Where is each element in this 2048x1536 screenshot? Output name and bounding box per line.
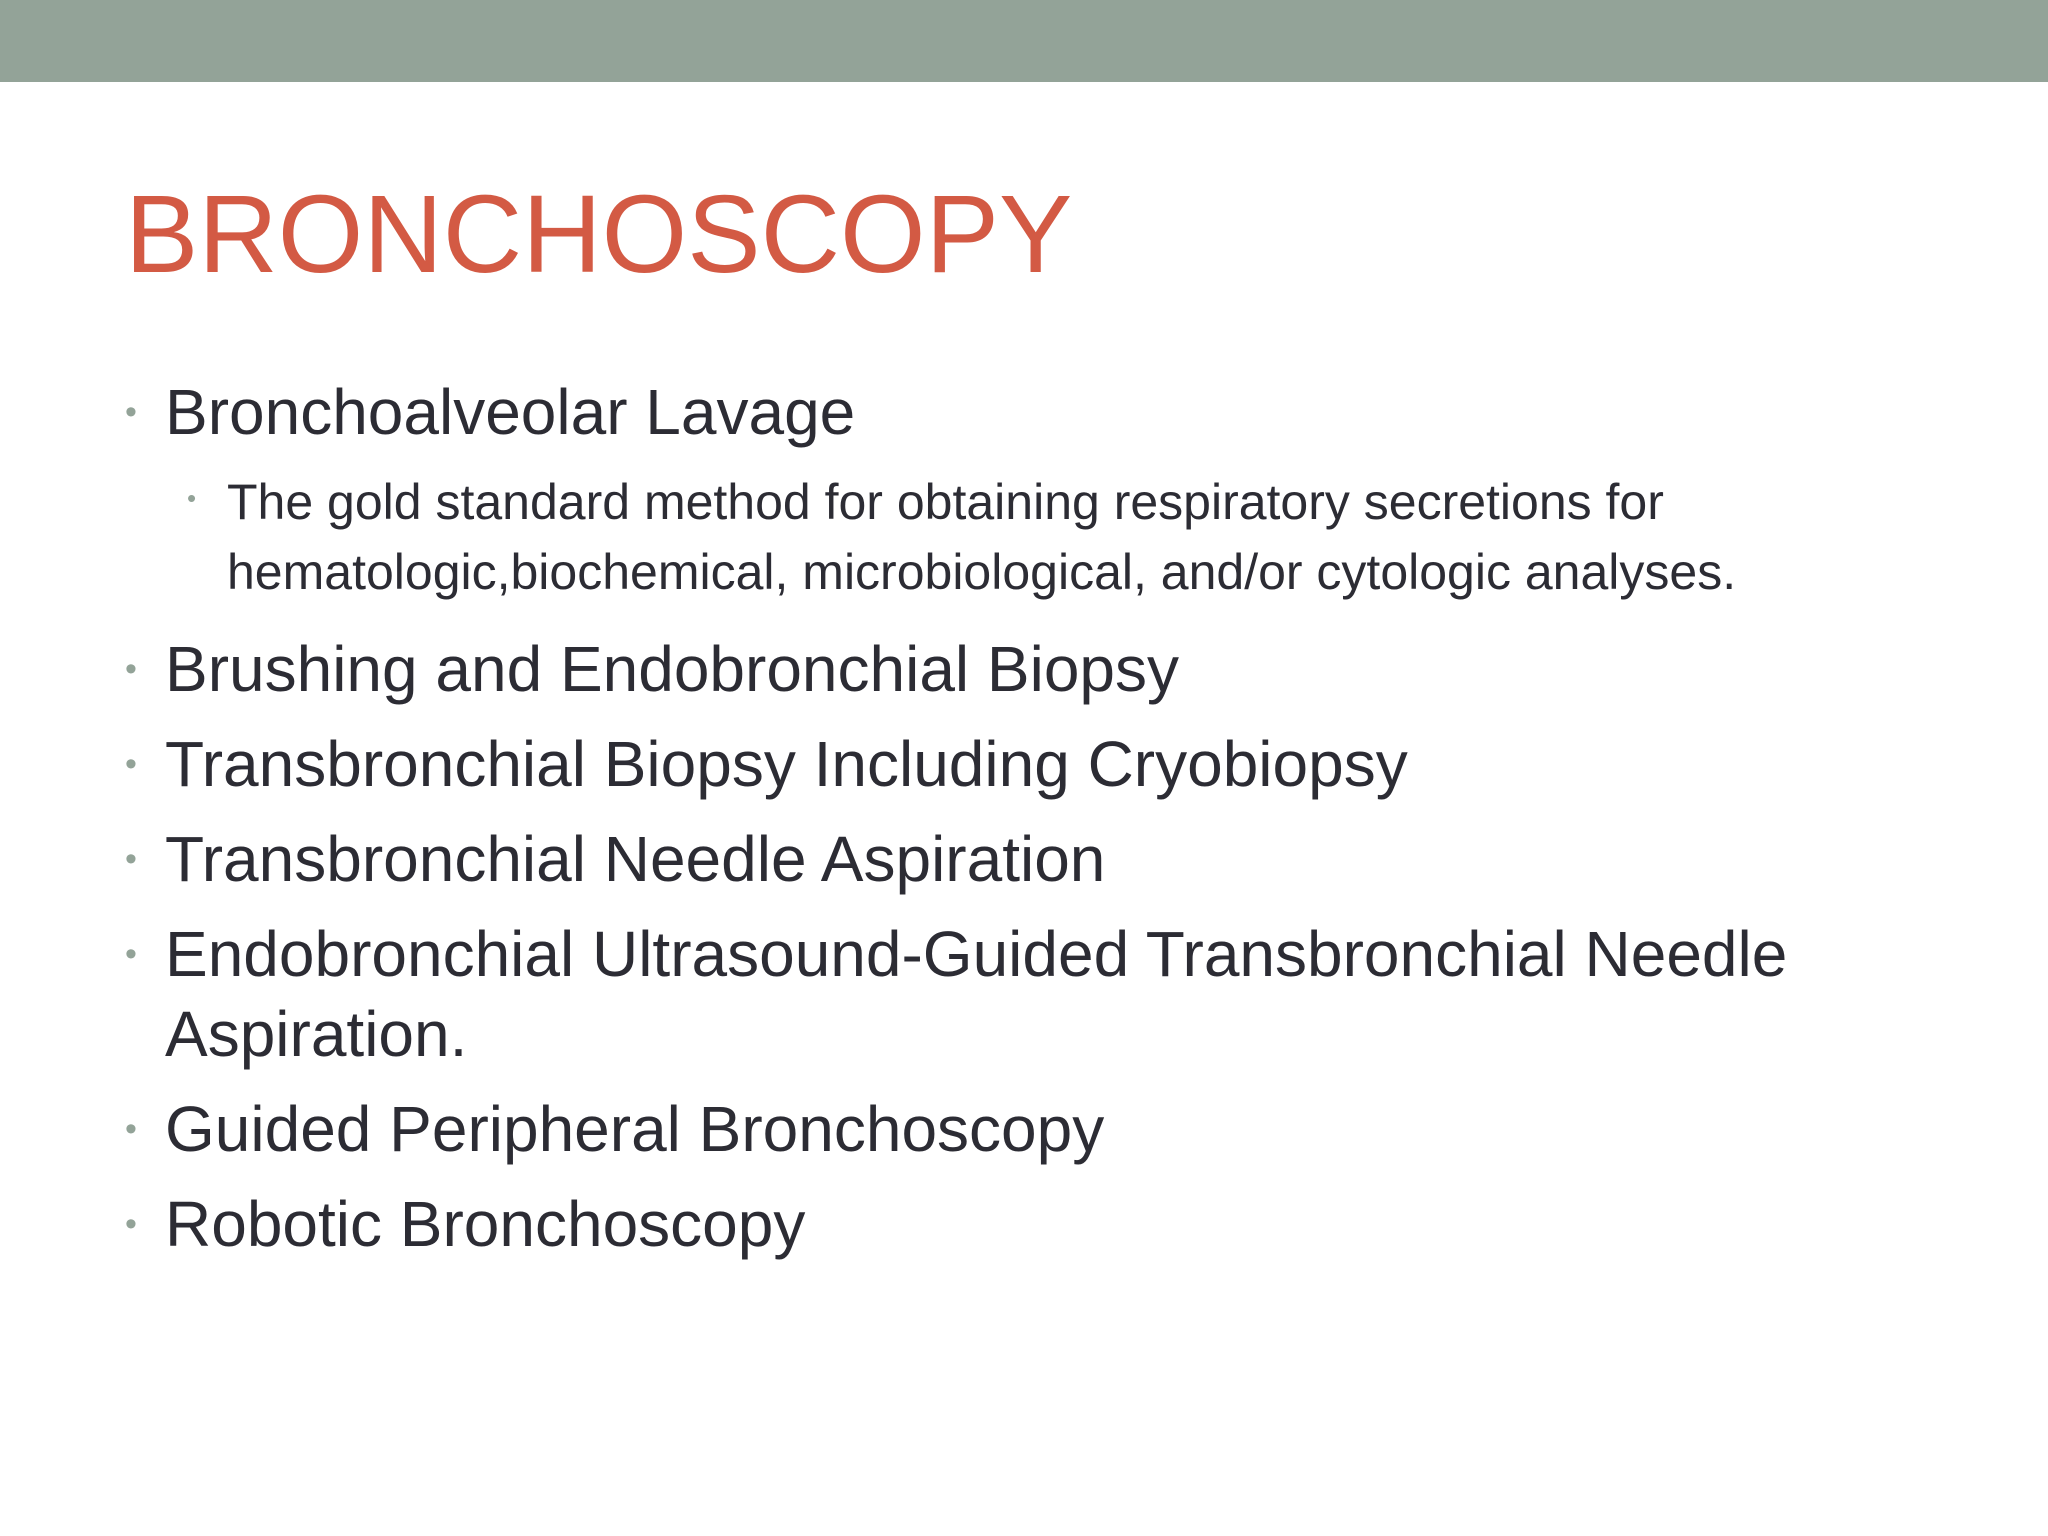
list-item	[125, 1184, 1905, 1264]
bullet-dot-icon: •	[125, 840, 137, 878]
list-item	[125, 914, 1905, 1074]
list-item	[125, 724, 1905, 804]
bullet-dot-icon: •	[187, 483, 197, 513]
list-item	[125, 629, 1905, 709]
bullet-dot-icon: •	[125, 745, 137, 783]
sub-list-item	[125, 467, 1905, 607]
slide-title: BRONCHOSCOPY	[125, 173, 1073, 296]
list-item-text: Brushing and Endobronchial Biopsy	[165, 633, 1179, 705]
bullet-dot-icon: •	[125, 393, 137, 431]
bullet-dot-icon: •	[125, 1205, 137, 1243]
list-item-text: Guided Peripheral Bronchoscopy	[165, 1093, 1105, 1165]
list-item-text: Robotic Bronchoscopy	[165, 1188, 806, 1260]
list-item-text: Bronchoalveolar Lavage	[165, 376, 856, 448]
bullet-dot-icon: •	[125, 935, 137, 973]
list-item	[125, 372, 1905, 452]
bullet-dot-icon: •	[125, 650, 137, 688]
bullet-list	[125, 372, 1905, 1279]
list-item-text: Transbronchial Needle Aspiration	[165, 823, 1106, 895]
bullet-dot-icon: •	[125, 1110, 137, 1148]
list-item	[125, 1089, 1905, 1169]
list-item	[125, 819, 1905, 899]
header-bar	[0, 0, 2048, 82]
list-item-text: Transbronchial Biopsy Including Cryobiopsy	[165, 728, 1408, 800]
sub-bullet-list	[125, 467, 1905, 607]
list-item-text: Endobronchial Ultrasound-Guided Transbronchial Needle Aspiration.	[165, 918, 1788, 1070]
sub-list-item-text: The gold standard method for obtaining respiratory secretions for hematologic,biochemical, microbiological, and/or cytologic analyses.	[227, 474, 1737, 600]
